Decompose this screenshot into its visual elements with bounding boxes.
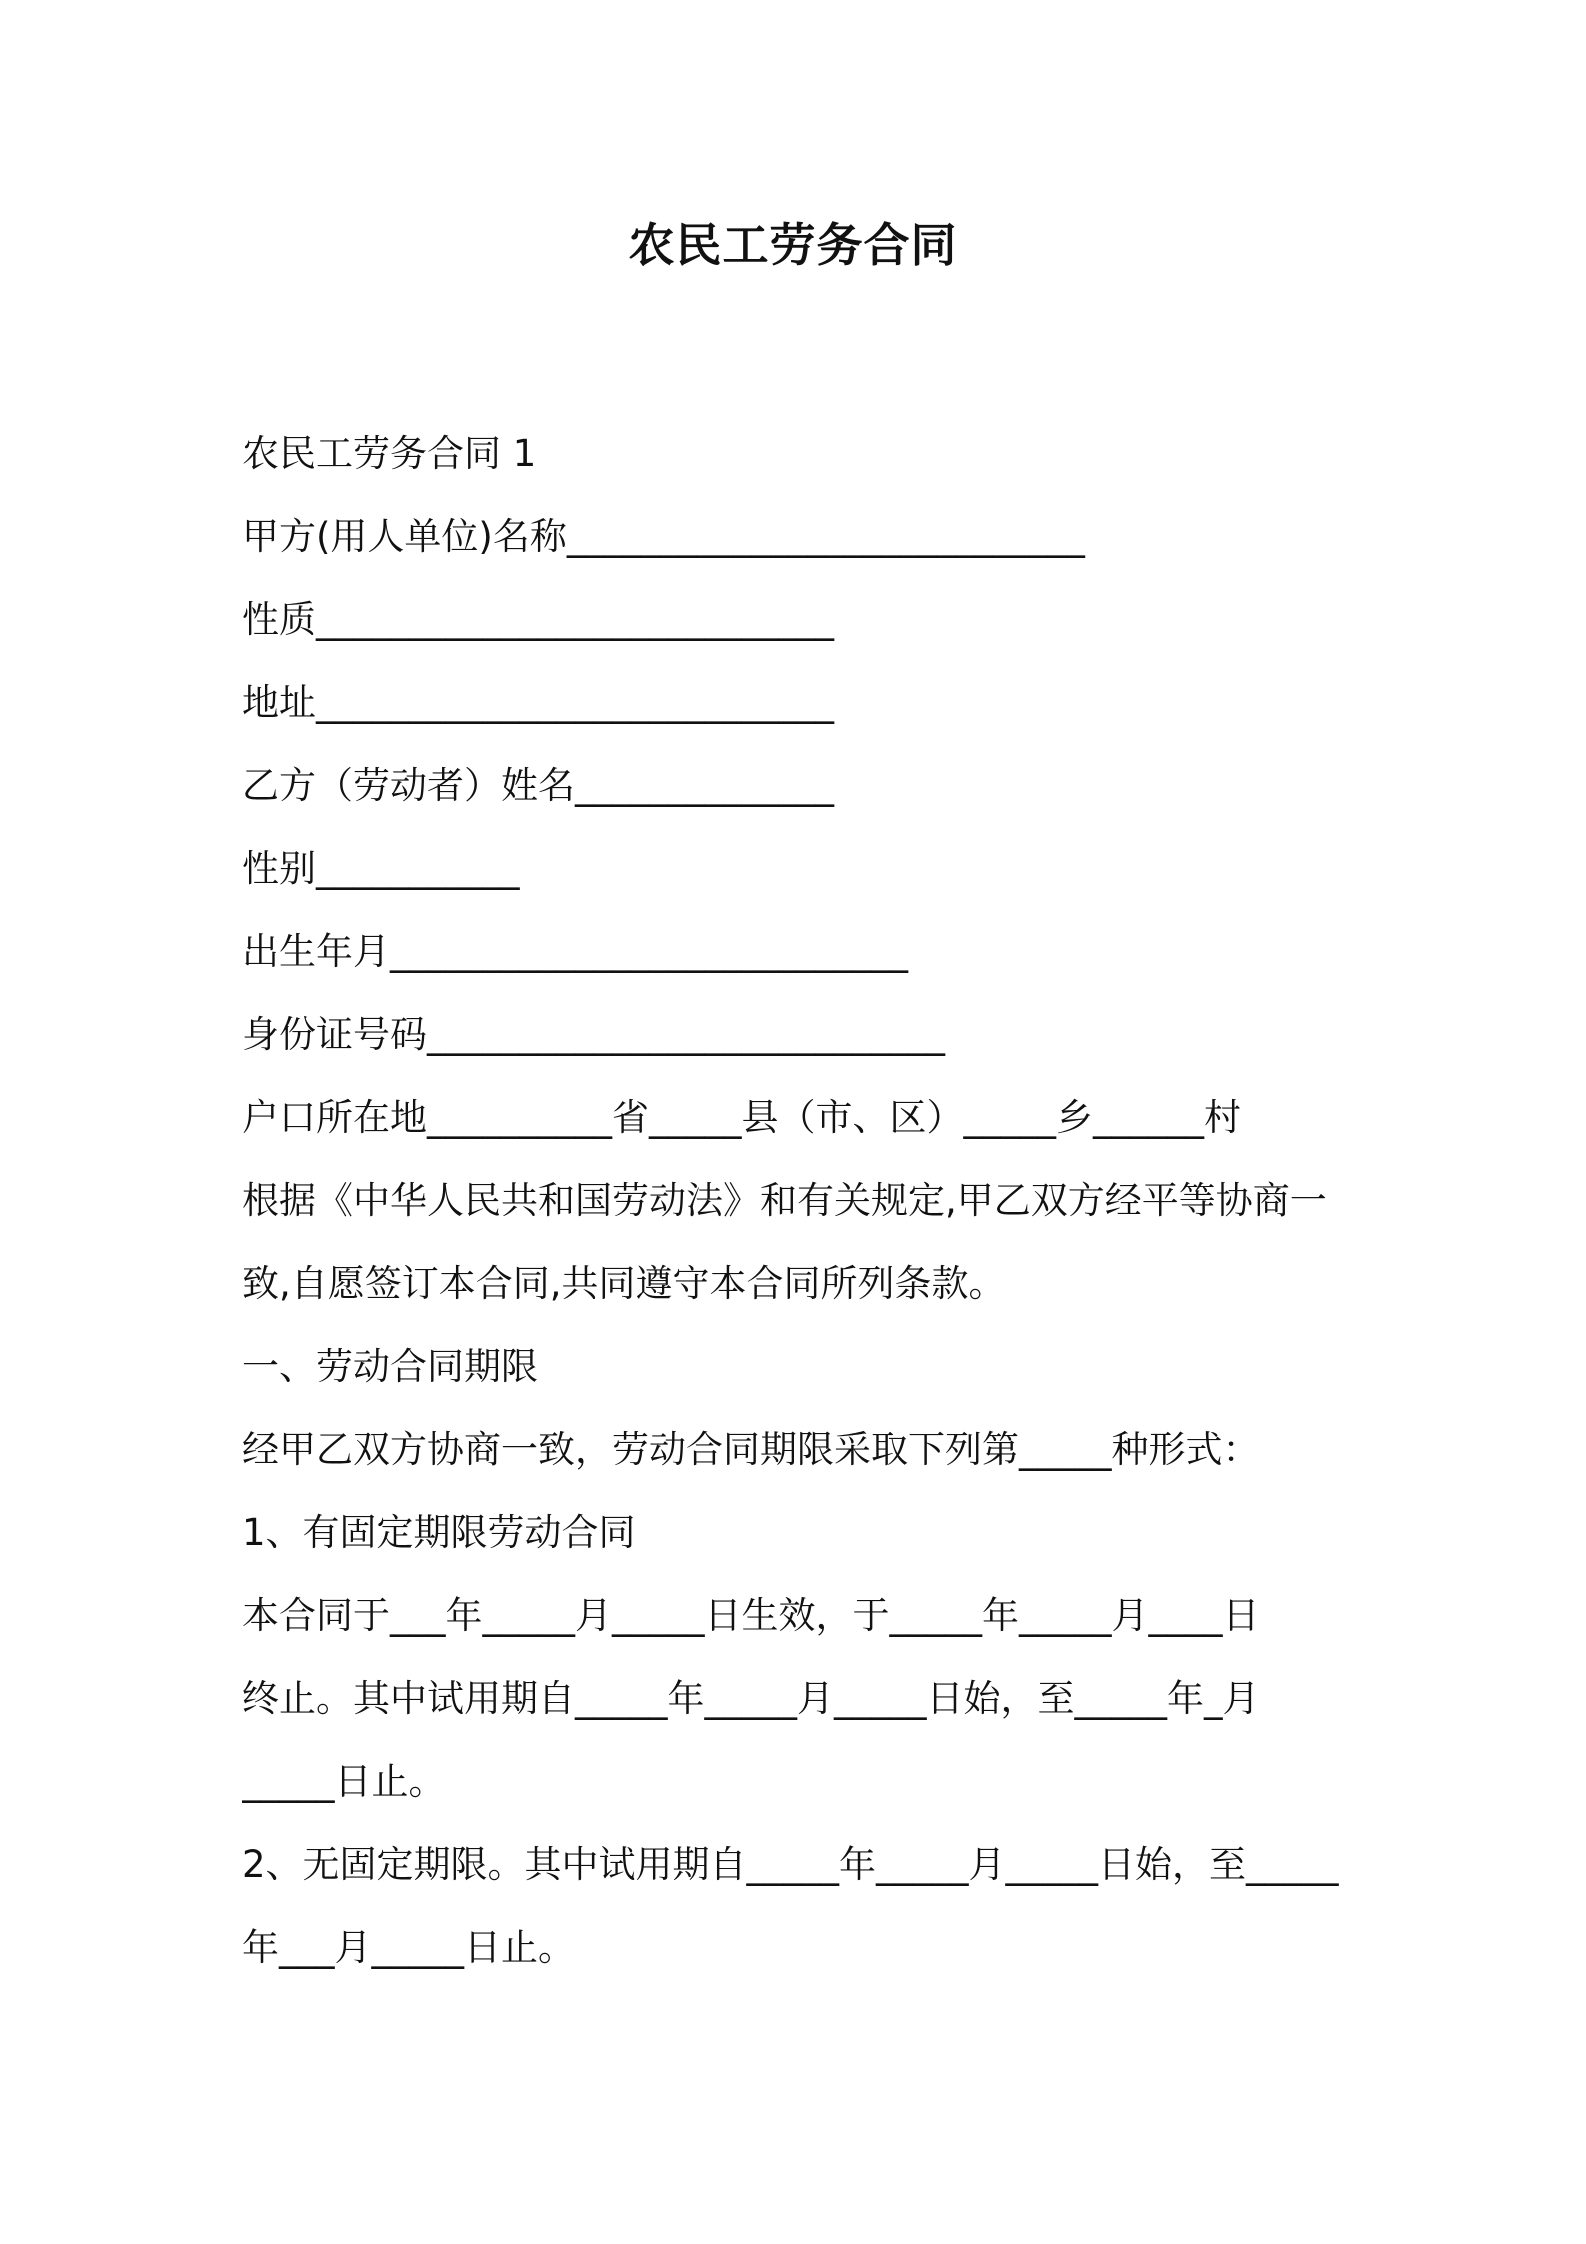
gender-field: 性别___________ — [242, 847, 520, 890]
fixed-term-heading: 1、有固定期限劳动合同 — [242, 1511, 636, 1554]
term-form-line: 经甲乙双方协商一致，劳动合同期限采取下列第_____种形式： — [242, 1428, 1260, 1471]
household-registration-field: 户口所在地__________省_____县（市、区）_____乡______村 — [242, 1096, 1241, 1139]
document-title: 农民工劳务合同 — [628, 218, 958, 272]
party-a-name-field: 甲方(用人单位)名称____________________________ — [242, 515, 1085, 558]
fixed-term-line-1: 本合同于___年_____月_____日生效，于_____年_____月____日 — [242, 1594, 1260, 1637]
birth-date-field: 出生年月____________________________ — [242, 930, 908, 973]
preamble-line-2: 致,自愿签订本合同,共同遵守本合同所列条款。 — [242, 1262, 1006, 1305]
party-b-name-field: 乙方（劳动者）姓名______________ — [242, 764, 834, 807]
open-term-line-1: 2、无固定期限。其中试用期自_____年_____月_____日始，至_____ — [242, 1843, 1339, 1886]
preamble-line-1: 根据《中华人民共和国劳动法》和有关规定,甲乙双方经平等协商一 — [242, 1179, 1327, 1222]
document-body — [242, 412, 1362, 1989]
fixed-term-line-2: 终止。其中试用期自_____年_____月_____日始，至_____年_月 — [242, 1677, 1260, 1720]
section-heading: 农民工劳务合同 1 — [242, 432, 537, 475]
clause-heading-term: 一、劳动合同期限 — [242, 1345, 538, 1388]
address-field: 地址____________________________ — [242, 681, 834, 724]
fixed-term-line-3: _____日止。 — [242, 1760, 446, 1803]
open-term-line-2: 年___月_____日止。 — [242, 1926, 575, 1969]
nature-field: 性质____________________________ — [242, 598, 834, 641]
id-number-field: 身份证号码____________________________ — [242, 1013, 945, 1056]
